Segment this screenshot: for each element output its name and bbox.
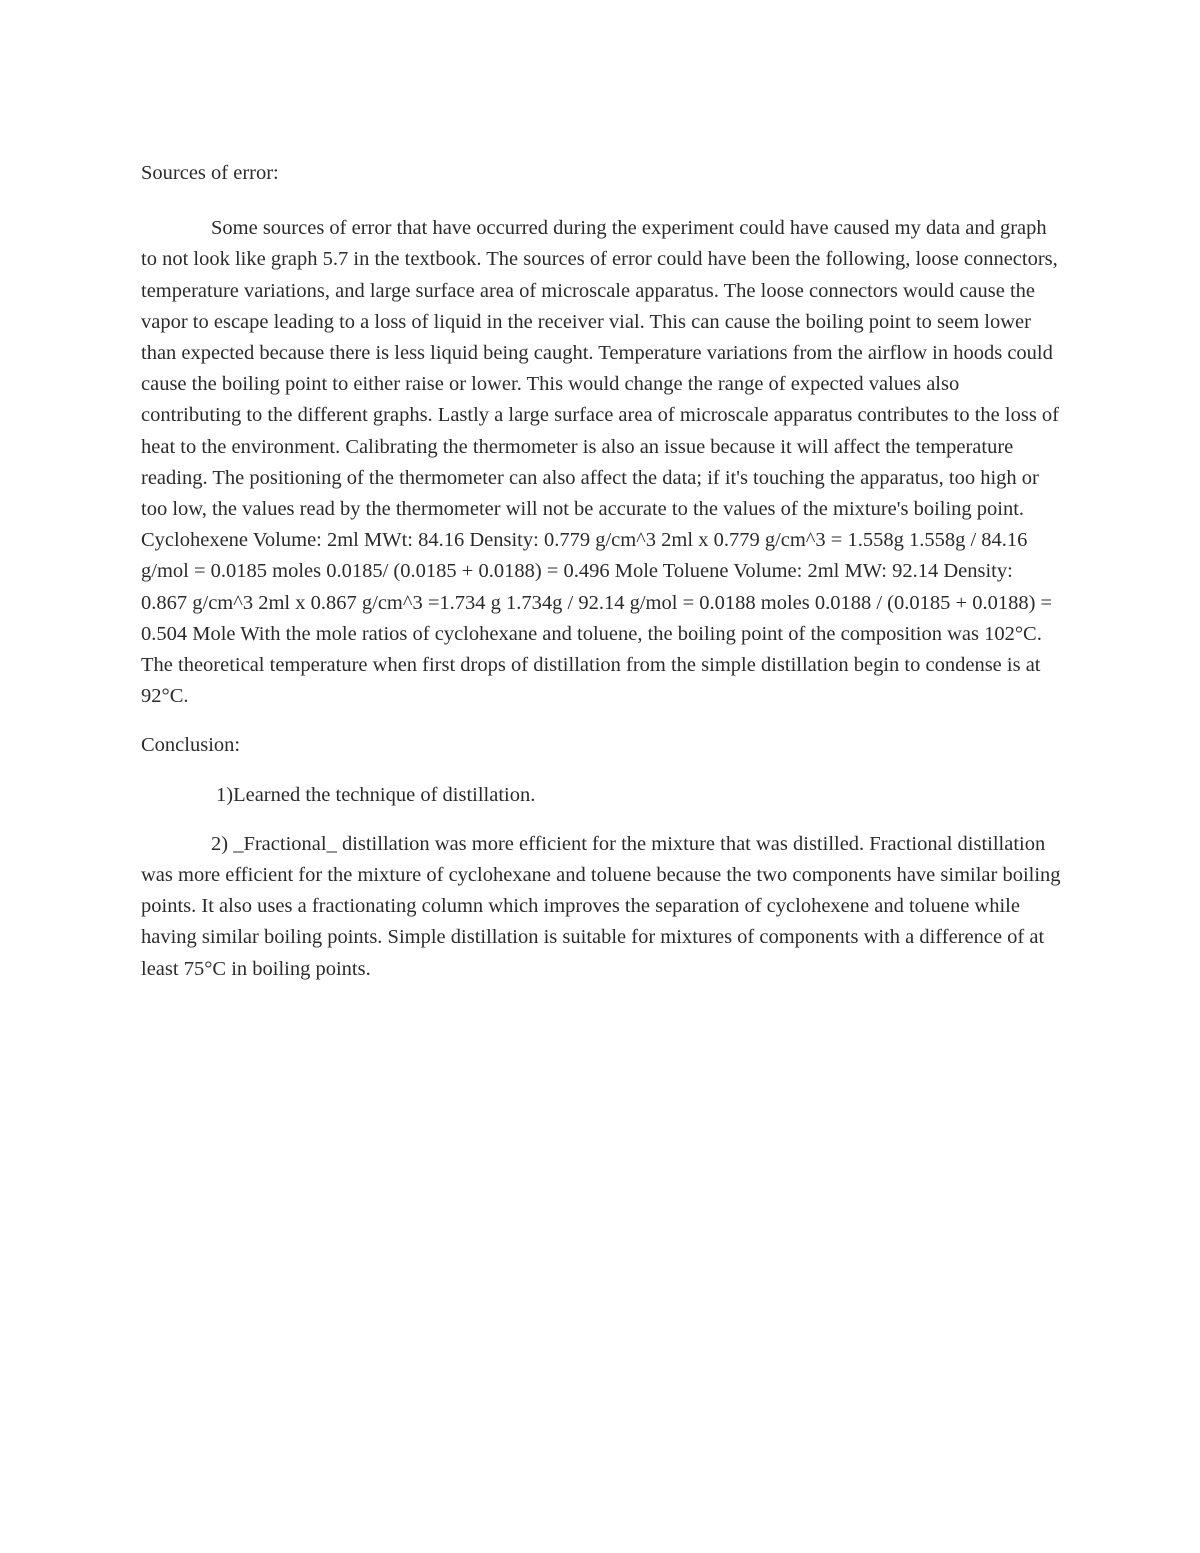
sources-of-error-heading: Sources of error: [141,162,279,184]
conclusion-heading: Conclusion: [141,734,241,757]
sources-of-error-paragraph: Some sources of error that have occurred during the experiment could have caused my data and graph to not look like graph 5.7 in the textbook. The sources of error could have been the following, loose connectors, temperature variations, and large surface area of microscale apparatus. The loose connectors would cause the vapor to escape leading to a loss of liquid in the receiver vial. This can cause the boiling point to seem lower than expected because there is less liquid being caught. Temperature variations from the airflow in hoods could cause the boiling point to either raise or lower. This would change the range of expected values also contributing to the different graphs. Lastly a large surface area of microscale apparatus contributes to the loss of heat to the environment. Calibrating the thermometer is also an issue because it will affect the temperature reading. The positioning of the thermometer can also affect the data; if it's touching the apparatus, too high or too low, the values read by the thermometer will not be accurate to the values of the mixture's boiling point. Cyclohexene Volume: 2ml MWt: 84.16 Density: 0.779 g/cm^3 2ml x 0.779 g/cm^3 = 1.558g 1.558g / 84.16 g/mol = 0.0185 moles 0.0185/ (0.0185 + 0.0188) = 0.496 Mole Toluene Volume: 2ml MW: 92.14 Density: 0.867 g/cm^3 2ml x 0.867 g/cm^3 =1.734 g 1.734g / 92.14 g/mol = 0.0188 moles 0.0188 / (0.0185 + 0.0188) = 0.504 Mole With the mole ratios of cyclohexane and toluene, the boiling point of the composition was 102°C. The theoretical temperature when first drops of distillation from the simple distillation begin to condense is at 92°C. [141,217,1060,708]
document-body [141,158,1061,985]
conclusion-item-2: 2) _Fractional_ distillation was more efficient for the mixture that was distilled. Fractional distillation was more efficient for the mixture of cyclohexane and toluene because the two components have similar boiling points. It also uses a fractionating column which improves the separation of cyclohexene and toluene while having similar boiling points. Simple distillation is suitable for mixtures of components with a difference of at least 75°C in boiling points. [141,832,1061,980]
conclusion-item-1: 1)Learned the technique of distillation. [216,783,536,806]
